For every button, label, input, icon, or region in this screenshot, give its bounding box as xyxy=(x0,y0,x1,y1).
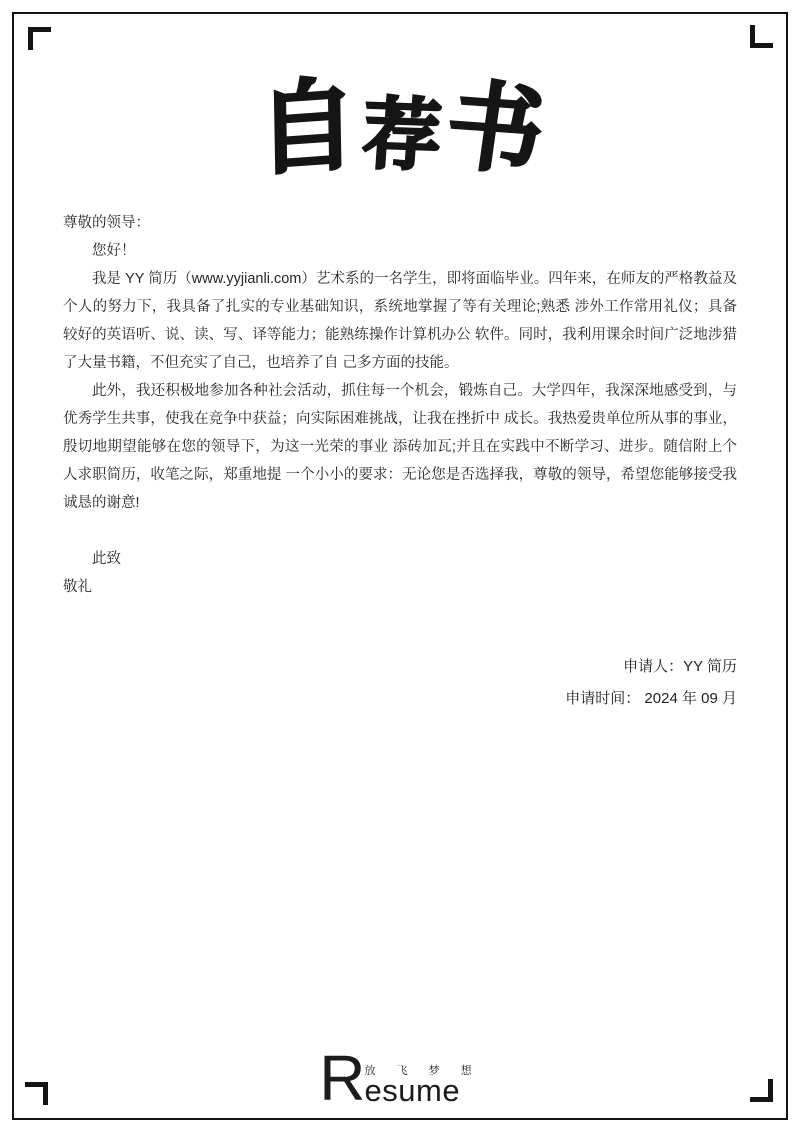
closing-respectfully: 此致 xyxy=(92,551,121,567)
applicant-line: 申请人：YY 简历 xyxy=(623,658,737,675)
crop-mark-top-right-icon xyxy=(750,25,773,48)
title-char-1: 自 xyxy=(256,68,358,188)
logo-letter-r: R xyxy=(319,1042,364,1114)
salutation-line: 尊敬的领导： xyxy=(63,215,150,231)
crop-mark-top-left-icon xyxy=(28,27,51,50)
application-date-line: 申请时间： 2024 年 09 月 xyxy=(565,690,737,707)
closing-salute: 敬礼 xyxy=(63,579,92,595)
title-char-2: 荐 xyxy=(359,89,445,181)
footer-resume-logo xyxy=(0,1042,800,1114)
letter-body xyxy=(63,209,737,715)
logo-right-block xyxy=(364,1062,481,1109)
signature-block xyxy=(63,651,737,715)
title-char-3: 书 xyxy=(439,73,551,186)
letter-paragraph-2: 此外，我还积极地参加各种社会活动，抓住每一个机会，锻炼自己。大学四年，我深深地感受到，与优秀学生共事，使我在竞争中获益；向实际困难挑战，让我在挫折中 成长。我热爱贵单位所从事的事业，殷切地期望能够在您的领导下，为这一光荣的事业 添砖加瓦;并且在实践中不断学习、进步。随信附上个人求职简历，收笔之际，郑重地提 一个小小的要求：无论您是否选择我，尊敬的领导，希望您能够接受我诚恳的谢意! xyxy=(63,383,737,511)
logo-slogan-text: 放 飞 梦 想 xyxy=(364,1065,481,1078)
letter-paragraph-1: 我是 YY 简历（www.yyjianli.com）艺术系的一名学生，即将面临毕业。四年来，在师友的严格教益及个人的努力下，我具备了扎实的专业基础知识，系统地掌握了等有关理论;熟悉 涉外工作常用礼仪；具备较好的英语听、说、读、写、译等能力；能熟练操作计算机办公 软件。同时，我利用课余时间广泛地涉猎了大量书籍，不但充实了自己，也培养了自 己多方面的技能。 xyxy=(63,271,737,371)
page-title-calligraphy xyxy=(0,48,800,188)
logo-wordmark-rest: esume xyxy=(364,1073,461,1109)
greeting-line: 您好！ xyxy=(92,243,136,259)
